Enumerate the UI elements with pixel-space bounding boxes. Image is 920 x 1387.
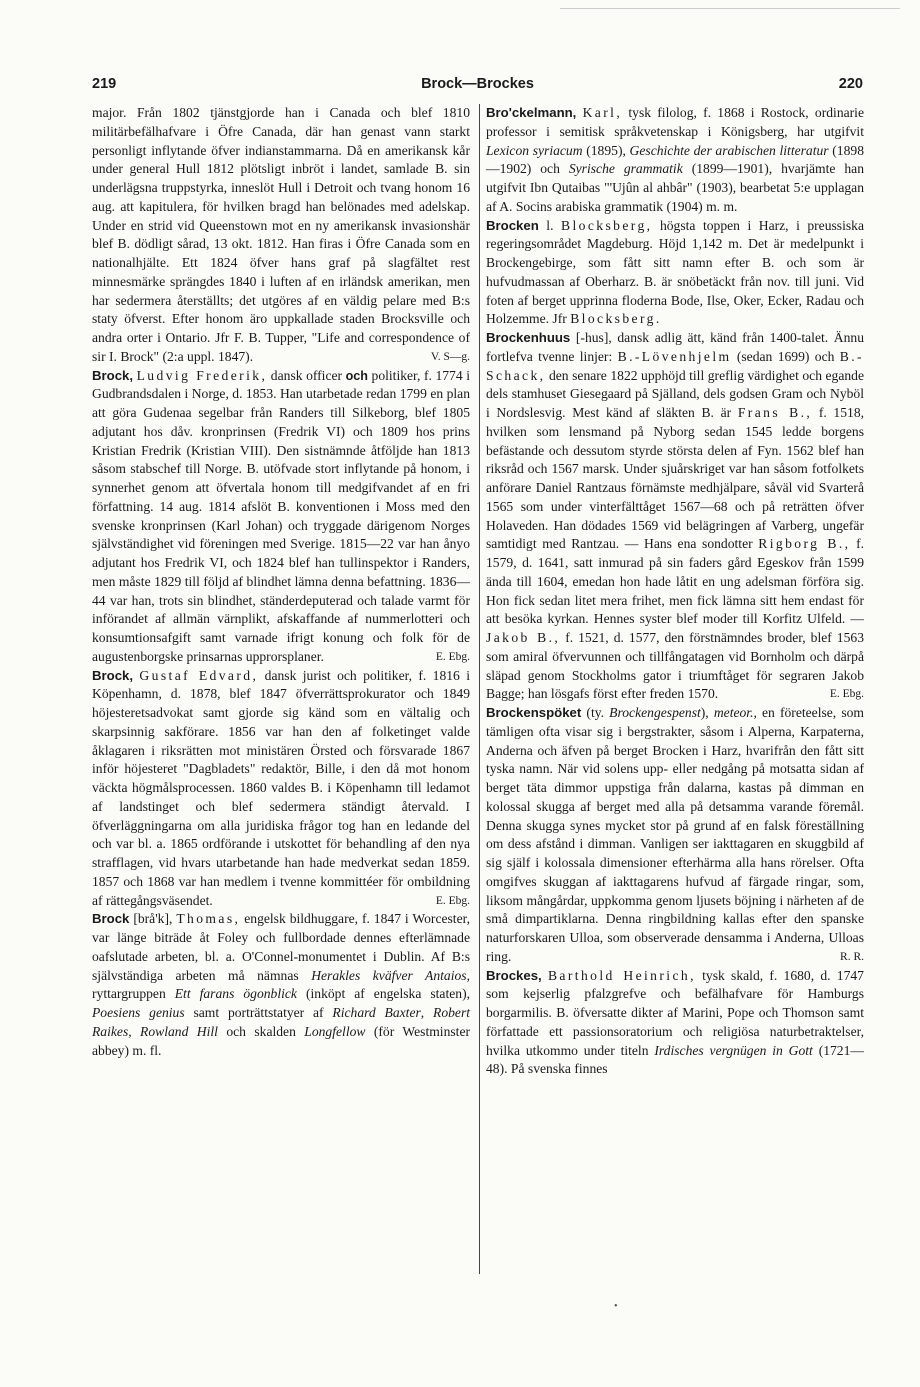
headword: Bro'ckelmann, (486, 105, 577, 120)
signature: E. Ebg. (435, 894, 470, 907)
person-name: Thomas, (176, 911, 241, 927)
right-column (486, 104, 864, 1079)
headword: Brock, (92, 667, 134, 683)
page-number-left: 219 (92, 76, 117, 92)
signature: E. Ebg. (435, 650, 470, 663)
scan-edge-line (560, 8, 900, 9)
entry-brock-gustaf: Brock, Gustaf Edvard, dansk jurist och politiker, f. 1816 i Köpenhamn, d. 1878, blef 1847 öfverrättsprokurator och 1849 höjesteretsadvokat samt gjorde sig känd som en vältalig och skarpsinnig sakförare. 1856 var han den af folketinget valde åklagaren i riksrätten mot ministären Örsted och försvarade 1867 inför höjesteret "Dagbladets" redaktör, Bille, i den då mot honom väckta högmålsprocessen. 1860 valdes B. i Köpenhamn till ledamot af landstinget och blef sedermera ständigt återvald. I öfverläggningarna om alla juridiska frågor tog han en ledande del och var bl. a. 1865 ordförande i utskottet för behandling af den nya strafflagen, vid hvars utarbetande han hade medverkat sedan 1859. 1857 och 1868 var han medlem i tvenne kommittéer för ombildning af rättegångsväsendet. E. Ebg. (92, 667, 470, 911)
running-title: Brock—Brockes (421, 76, 534, 92)
entry-brock-thomas: Brock [brå'k], Thomas, engelsk bildhuggare, f. 1847 i Worcester, var länge biträde åt Foley och fullbordade dennes efterlämnade oafslutade arbeten, bl. a. O'Connel-monumentet i Dublin. Af B:s självständiga arbeten må nämnas Herakles kväfver Antaios, ryttargruppen Ett farans ögonblick (inköpt af engelska staten), Poesiens genius samt porträttstatyer af Richard Baxter, Robert Raikes, Rowland Hill och skalden Longfellow (för Westminster abbey) m. fl. (92, 911, 471, 1058)
headword: Brockenhuus (486, 330, 571, 345)
headword: Brockes, (486, 967, 542, 983)
page-header (92, 76, 863, 96)
entry-brockes: Brockes, Barthold Heinrich, tysk skald, f. 1680, d. 1747 som kejserlig pfalzgrefve och befälhafvare för Hamburgs borgarmilis. B. öfversatte dikter af Marini, Pope och Thomson samt författade ett passionsoratorium och religiösa naturbetraktelser, hvilka utkommo under titeln Irdisches vergnügen in Gott (1721—48). På svenska finnes (486, 967, 864, 1077)
headword: Brock, (92, 367, 134, 383)
person-name: Karl, (582, 105, 623, 120)
headword: Brock (92, 911, 130, 927)
person-name: Gustaf Edvard, (139, 667, 259, 683)
page-number-right: 220 (838, 76, 863, 92)
signature: E. Ebg. (829, 688, 864, 701)
entry-brockenspoket: Brockenspöket (ty. Brockengespenst), meteor., en företeelse, som tämligen ofta visar sig i bergstrakter, såsom i Alperna, Karpaterna, Anderna och äfven på berget Brocken i Harz, hvarifrån den fått sitt tyska namn. När vid solens upp- eller nedgång på motsatta sidan af berget täta dimmor uppstiga från dalarna, kastas på dimman en kolossal skugga af berget med alla på detsamma varande föremål. Denna skugga synes mycket stor på grund af en falsk föreställning om dess afstånd i dimman. Vanligen ser iakttagaren en skuggbild af sig själf i kolossala dimensioner efterhärma alla hans rörelser. Ofta omgifves skuggan af iakttagarens hufvud af färgade ringar, som, liksom mångårdar, uppkomma genom ljusets böjning i närheten af de små dimpartiklarna. Denna ringbildning kallas efter den spanske naturforskaren Ulloa, som observerade densamma i Anderna, Ulloas ring. R. R. (486, 704, 864, 967)
left-column (92, 104, 470, 1060)
entry-brock-ludvig: Brock, Ludvig Frederik, dansk officer och politiker, f. 1774 i Gudbrandsdalen i Norge, d. 1853. Han utarbetade redan 1799 en plan att göra Gudenaa segelbar från Randers till Silkeborg, blef 1805 adjutant hos dåv. kronprinsen (Fredrik VI) och 1809 hos prins Kristian Fredrik (Kristian VIII). Den sistnämnde åtföljde han 1813 såsom stabschef till Norge. B. utöfvade stort inflytande på honom, i synnerhet genom att öfvertala honom till medgifvandet af en fri författning. 14 aug. 1814 afslöt B. konventionen i Moss med den svenske kronprinsen (Karl Johan) och tryggade därigenom Norges självständighet vid föreningen med Sverige. 1815—22 var han ånyo adjutant hos Fredrik VI, och 1824 blef han tullinspektor i Randers, men måste 1829 till följd af blindhet lämna denna befattning. 1836—44 var han, trots sin blindhet, ständerdeputerad och talade varmt för införandet af allmän värnplikt, afskaffande af nummerlotteri och konsumtionsafgift samt varnade ifrigt konung och folk för de augustenborgske prinsarnas upprorsplaner. E. Ebg. (92, 367, 470, 667)
entry-brocken: Brocken l. Blocksberg, högsta toppen i Harz, i preussiska regeringsområdet Magdeburg. Höjd 1,142 m. Det är medelpunkt i Brockengebirge, som fått sitt namn efter B. och som är hufvudmassan af Oberharz. B. är snöbetäckt från nov. till juni. Vid foten af berget upprinna floderna Bode, Ilse, Oker, Ecker, Radau och Holzemme. Jfr Blocksberg. (486, 217, 864, 327)
headword: Brockenspöket (486, 705, 582, 720)
entry-brockelmann: Bro'ckelmann, Karl, tysk filolog, f. 1868 i Rostock, ordinarie professor i semitisk språkvetenskap i Königsberg, har utgifvit Lexicon syriacum (1895), Geschichte der arabischen litteratur (1898—1902) och Syrische grammatik (1899—1901), hvarjämte han utgifvit Ibn Qutaibas "'Ujûn al ahbâr" (1903), bearbetat 5:e upplagan af A. Socins arabiska grammatik (1904) m. m. (486, 105, 864, 214)
person-name: Ludvig Frederik, (136, 367, 268, 383)
person-name: Barthold Heinrich, (547, 967, 696, 983)
print-mark: • (614, 1301, 618, 1312)
signature: R. R. (840, 950, 864, 963)
entry-brock-isaac-continued: major. Från 1802 tjänstgjorde han i Canada och blef 1810 militärbefälhafvare i Öfre Canada, där han genast vann starkt personligt inflytande öfver indianstammarna. Då en amerikansk kår under general Hull 1812 plötsligt inbröt i landet, samlade B. sin underlägsna truppstyrka, inneslöt Hull i Detroit och tvang honom 16 aug. att kapitulera, för hvilken bragd han belönades med adelskap. Under en strid vid Queenstown mot en ny amerikansk invasionshär blef B. dödligt sårad, 13 okt. 1812. Han firas i Öfre Canada som en nationalhjälte. Ett 1824 öfver hans graf på slagfältet rest minnesmärke sprängdes 1840 i luften af en irländsk amerikan, men har sedermera återställts; det utgöres af en väldig pelare med B:s staty öfverst. Efter honom äro uppkallade staden Brocksville och andra orter i Ontario. Jfr F. B. Tupper, "Life and correspondence of sir I. Brock" (2:a uppl. 1847). V. S—g. (92, 104, 470, 367)
column-divider (479, 104, 480, 1274)
headword: Brocken (486, 217, 539, 233)
signature: V. S—g. (430, 350, 470, 363)
entry-brockenhuus: Brockenhuus [-hus], dansk adlig ätt, känd från 1400-talet. Ännu fortlefva tvenne linjer: B.-Lövenhjelm (sedan 1699) och B.-Schack, den senare 1822 upphöjd till greflig värdighet och egande dels stamhuset Giesegaard på Själland, dels godsen Gram och Nyböl i Nordslesvig. Mest känd af släkten B. är Frans B., f. 1518, hvilken som lensmand på Nyborg sedan 1545 ledde borgens befästande och dessutom styrde största delen af Fyn. 1562 blef han riksråd och 1567 marsk. Under sjuårskriget var han såsom fotfolkets anförare Daniel Rantzaus förnämste medhjälpare, såväl vid Svarterå 1565 som under vinterfälttåget 1567—68 och på reträtten öfver Holaveden. Han dödades 1569 vid belägringen af Varberg, ungefär samtidigt med Rantzau. — Hans ena sondotter Rigborg B., f. 1579, d. 1641, satt inmurad på sin faders gård Egeskov från 1599 ända till 1604, emedan hon hade låtit en ung adelsman förföra sig. Hon fick sedan litet mera frihet, men fick lämna sitt hem endast för att besöka kyrkan. Hennes syster blef moder till Korfitz Ulfeld. — Jakob B., f. 1521, d. 1577, den förstnämndes broder, blef 1563 som amiral öfvervunnen och tillfångatagen vid Bornholm och därpå släpad genom Stockholms gator i triumftåget för segraren Jakob Bagge; han lösgafs först efter freden 1570. E. Ebg. (486, 329, 864, 704)
